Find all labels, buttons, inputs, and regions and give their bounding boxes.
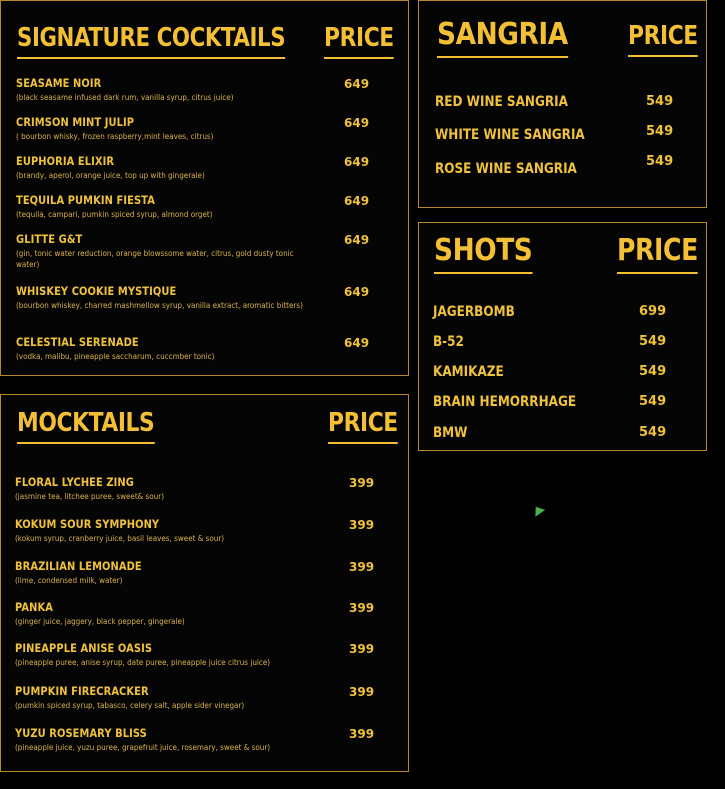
mocktails-title: MOCKTAILS xyxy=(17,408,155,438)
menu-item-name: KAMIKAZE xyxy=(433,364,504,380)
menu-item-price: 549 xyxy=(646,124,674,139)
menu-item-price: 649 xyxy=(344,116,370,130)
menu-item-description: (vodka, malibu, pineapple saccharum, cuccmber tonic) xyxy=(16,352,215,361)
mouse-cursor-icon xyxy=(531,503,545,516)
menu-item-price: 649 xyxy=(344,336,370,350)
menu-item-name: EUPHORIA ELIXIR xyxy=(16,154,115,168)
menu-item-name: PANKA xyxy=(15,600,54,614)
menu-item-description: (ginger juice, jaggery, black pepper, gingerale) xyxy=(15,617,185,626)
menu-item-price: 399 xyxy=(349,518,375,532)
menu-item-price: 649 xyxy=(344,285,370,299)
menu-item-price: 649 xyxy=(344,194,370,208)
menu-item-price: 649 xyxy=(344,155,370,169)
menu-item-price: 699 xyxy=(639,304,667,319)
menu-item-description: (black seasame infused dark rum, vanilla syrup, citrus juice) xyxy=(16,93,234,102)
menu-item-description: (pumkin spiced syrup, tabasco, celery salt, apple sider vinegar) xyxy=(15,701,245,710)
signature-price-header: PRICE xyxy=(324,23,394,53)
menu-item-description: (lime, condensed milk, water) xyxy=(15,576,123,585)
menu-item-name: PUMPKIN FIRECRACKER xyxy=(15,684,149,698)
shots-panel xyxy=(418,222,707,451)
signature-cocktails-panel xyxy=(0,0,409,376)
menu-item-price: 399 xyxy=(349,560,375,574)
menu-item-price: 399 xyxy=(349,685,375,699)
menu-item-price: 399 xyxy=(349,642,375,656)
menu-item-name: BRAIN HEMORRHAGE xyxy=(433,394,577,410)
shots-title: SHOTS xyxy=(434,233,533,268)
menu-item-name: GLITTE G&T xyxy=(16,232,83,246)
menu-item-price: 549 xyxy=(639,425,667,440)
sangria-title: SANGRIA xyxy=(437,17,568,52)
menu-item-name: RED WINE SANGRIA xyxy=(435,94,568,110)
mocktails-price-header: PRICE xyxy=(328,408,398,438)
menu-item-price: 549 xyxy=(639,364,667,379)
menu-item-price: 549 xyxy=(639,334,667,349)
menu-item-description: (kokum syrup, cranberry juice, basil leaves, sweet & sour) xyxy=(15,534,225,543)
menu-item-price: 549 xyxy=(646,94,674,109)
menu-item-name: FLORAL LYCHEE ZING xyxy=(15,475,134,489)
mocktails-panel xyxy=(0,394,409,772)
shots-price-header: PRICE xyxy=(617,233,698,268)
menu-item-name: ROSE WINE SANGRIA xyxy=(435,161,577,177)
menu-item-name: BMW xyxy=(433,425,468,441)
sangria-panel xyxy=(418,0,707,208)
menu-item-name: PINEAPPLE ANISE OASIS xyxy=(15,641,153,655)
menu-item-description: ( bourbon whisky, frozen raspberry,mint leaves, citrus) xyxy=(16,132,214,141)
menu-item-description: (tequila, campari, pumkin spiced syrup, almond orget) xyxy=(16,210,213,219)
menu-item-description: (pineapple puree, anise syrup, date puree, pineapple juice citrus juice) xyxy=(15,658,271,667)
menu-item-name: CRIMSON MINT JULIP xyxy=(16,115,135,129)
menu-item-price: 549 xyxy=(639,394,667,409)
menu-item-name: YUZU ROSEMARY BLISS xyxy=(15,726,147,740)
sangria-price-header: PRICE xyxy=(628,21,698,51)
menu-item-name: CELESTIAL SERENADE xyxy=(16,335,139,349)
menu-item-price: 399 xyxy=(349,601,375,615)
menu-item-price: 399 xyxy=(349,727,375,741)
menu-item-description: (jasmine tea, litchee puree, sweet& sour) xyxy=(15,492,165,501)
menu-item-price: 549 xyxy=(646,154,674,169)
menu-item-name: SEASAME NOIR xyxy=(16,76,102,90)
menu-item-name: BRAZILIAN LEMONADE xyxy=(15,559,142,573)
menu-item-description: (brandy, aperol, orange juice, top up with gingerale) xyxy=(16,171,205,180)
menu-item-price: 649 xyxy=(344,233,370,247)
menu-item-description: (pineapple juice, yuzu puree, grapefruit juice, rosemary, sweet & sour) xyxy=(15,743,271,752)
menu-item-price: 649 xyxy=(344,77,370,91)
menu-item-description: (gin, tonic water reduction, orange blowssome water, citrus, gold dusty tonic water) xyxy=(16,249,294,269)
menu-item-name: WHISKEY COOKIE MYSTIQUE xyxy=(16,284,177,298)
menu-item-name: B-52 xyxy=(433,334,464,350)
menu-item-price: 399 xyxy=(349,476,375,490)
menu-item-name: KOKUM SOUR SYMPHONY xyxy=(15,517,160,531)
menu-item-name: JAGERBOMB xyxy=(433,304,515,320)
menu-item-name: TEQUILA PUMKIN FIESTA xyxy=(16,193,155,207)
menu-item-description: (bourbon whiskey, charred mashmellow syrup, vanilla extract, aromatic bitters) xyxy=(16,301,303,310)
signature-cocktails-title: SIGNATURE COCKTAILS xyxy=(17,23,286,53)
menu-item-name: WHITE WINE SANGRIA xyxy=(435,127,585,143)
